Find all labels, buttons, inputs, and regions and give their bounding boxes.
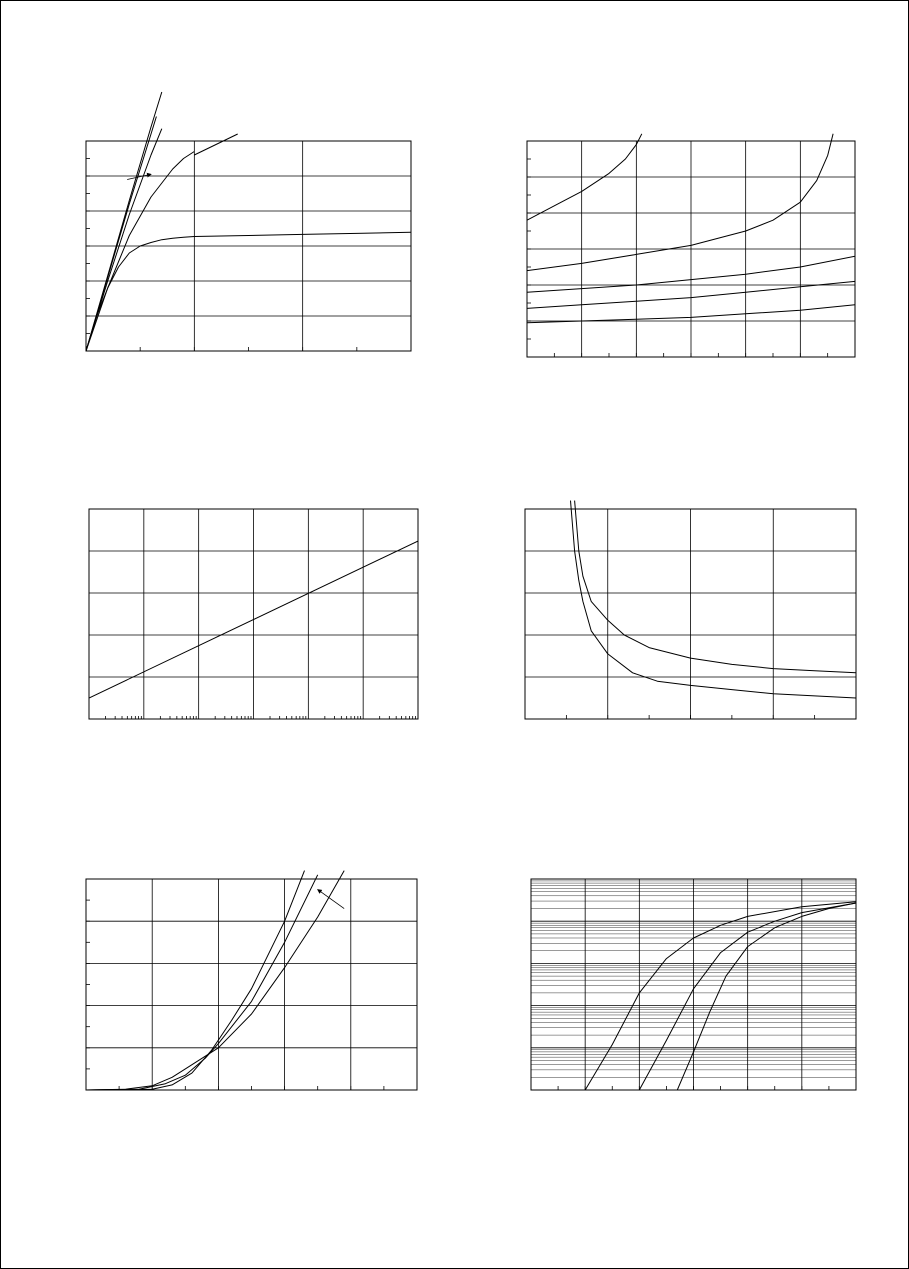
chart-transfer — [86, 879, 417, 1090]
chart-rds-vgs — [525, 509, 856, 719]
chart-rds-id — [527, 141, 855, 357]
series-line-2 — [527, 134, 833, 271]
series-line-2 — [86, 152, 194, 352]
chart-ids-vds — [86, 141, 411, 351]
annotation-arrow-1 — [318, 890, 344, 909]
series-line-3 — [677, 903, 856, 1090]
series-line-2 — [86, 875, 318, 1090]
series-line-1 — [86, 232, 411, 351]
annotation-arrow-1 — [127, 174, 151, 179]
series-line-1 — [86, 871, 344, 1090]
chart-log-y — [531, 879, 856, 1090]
series-line-1 — [571, 501, 857, 698]
series-line-1 — [89, 517, 468, 698]
series-line-2 — [575, 501, 856, 673]
chart-log-x — [89, 509, 418, 719]
plot-frame — [86, 879, 417, 1090]
series-line-3 — [86, 871, 305, 1090]
series-line-1 — [585, 902, 856, 1090]
